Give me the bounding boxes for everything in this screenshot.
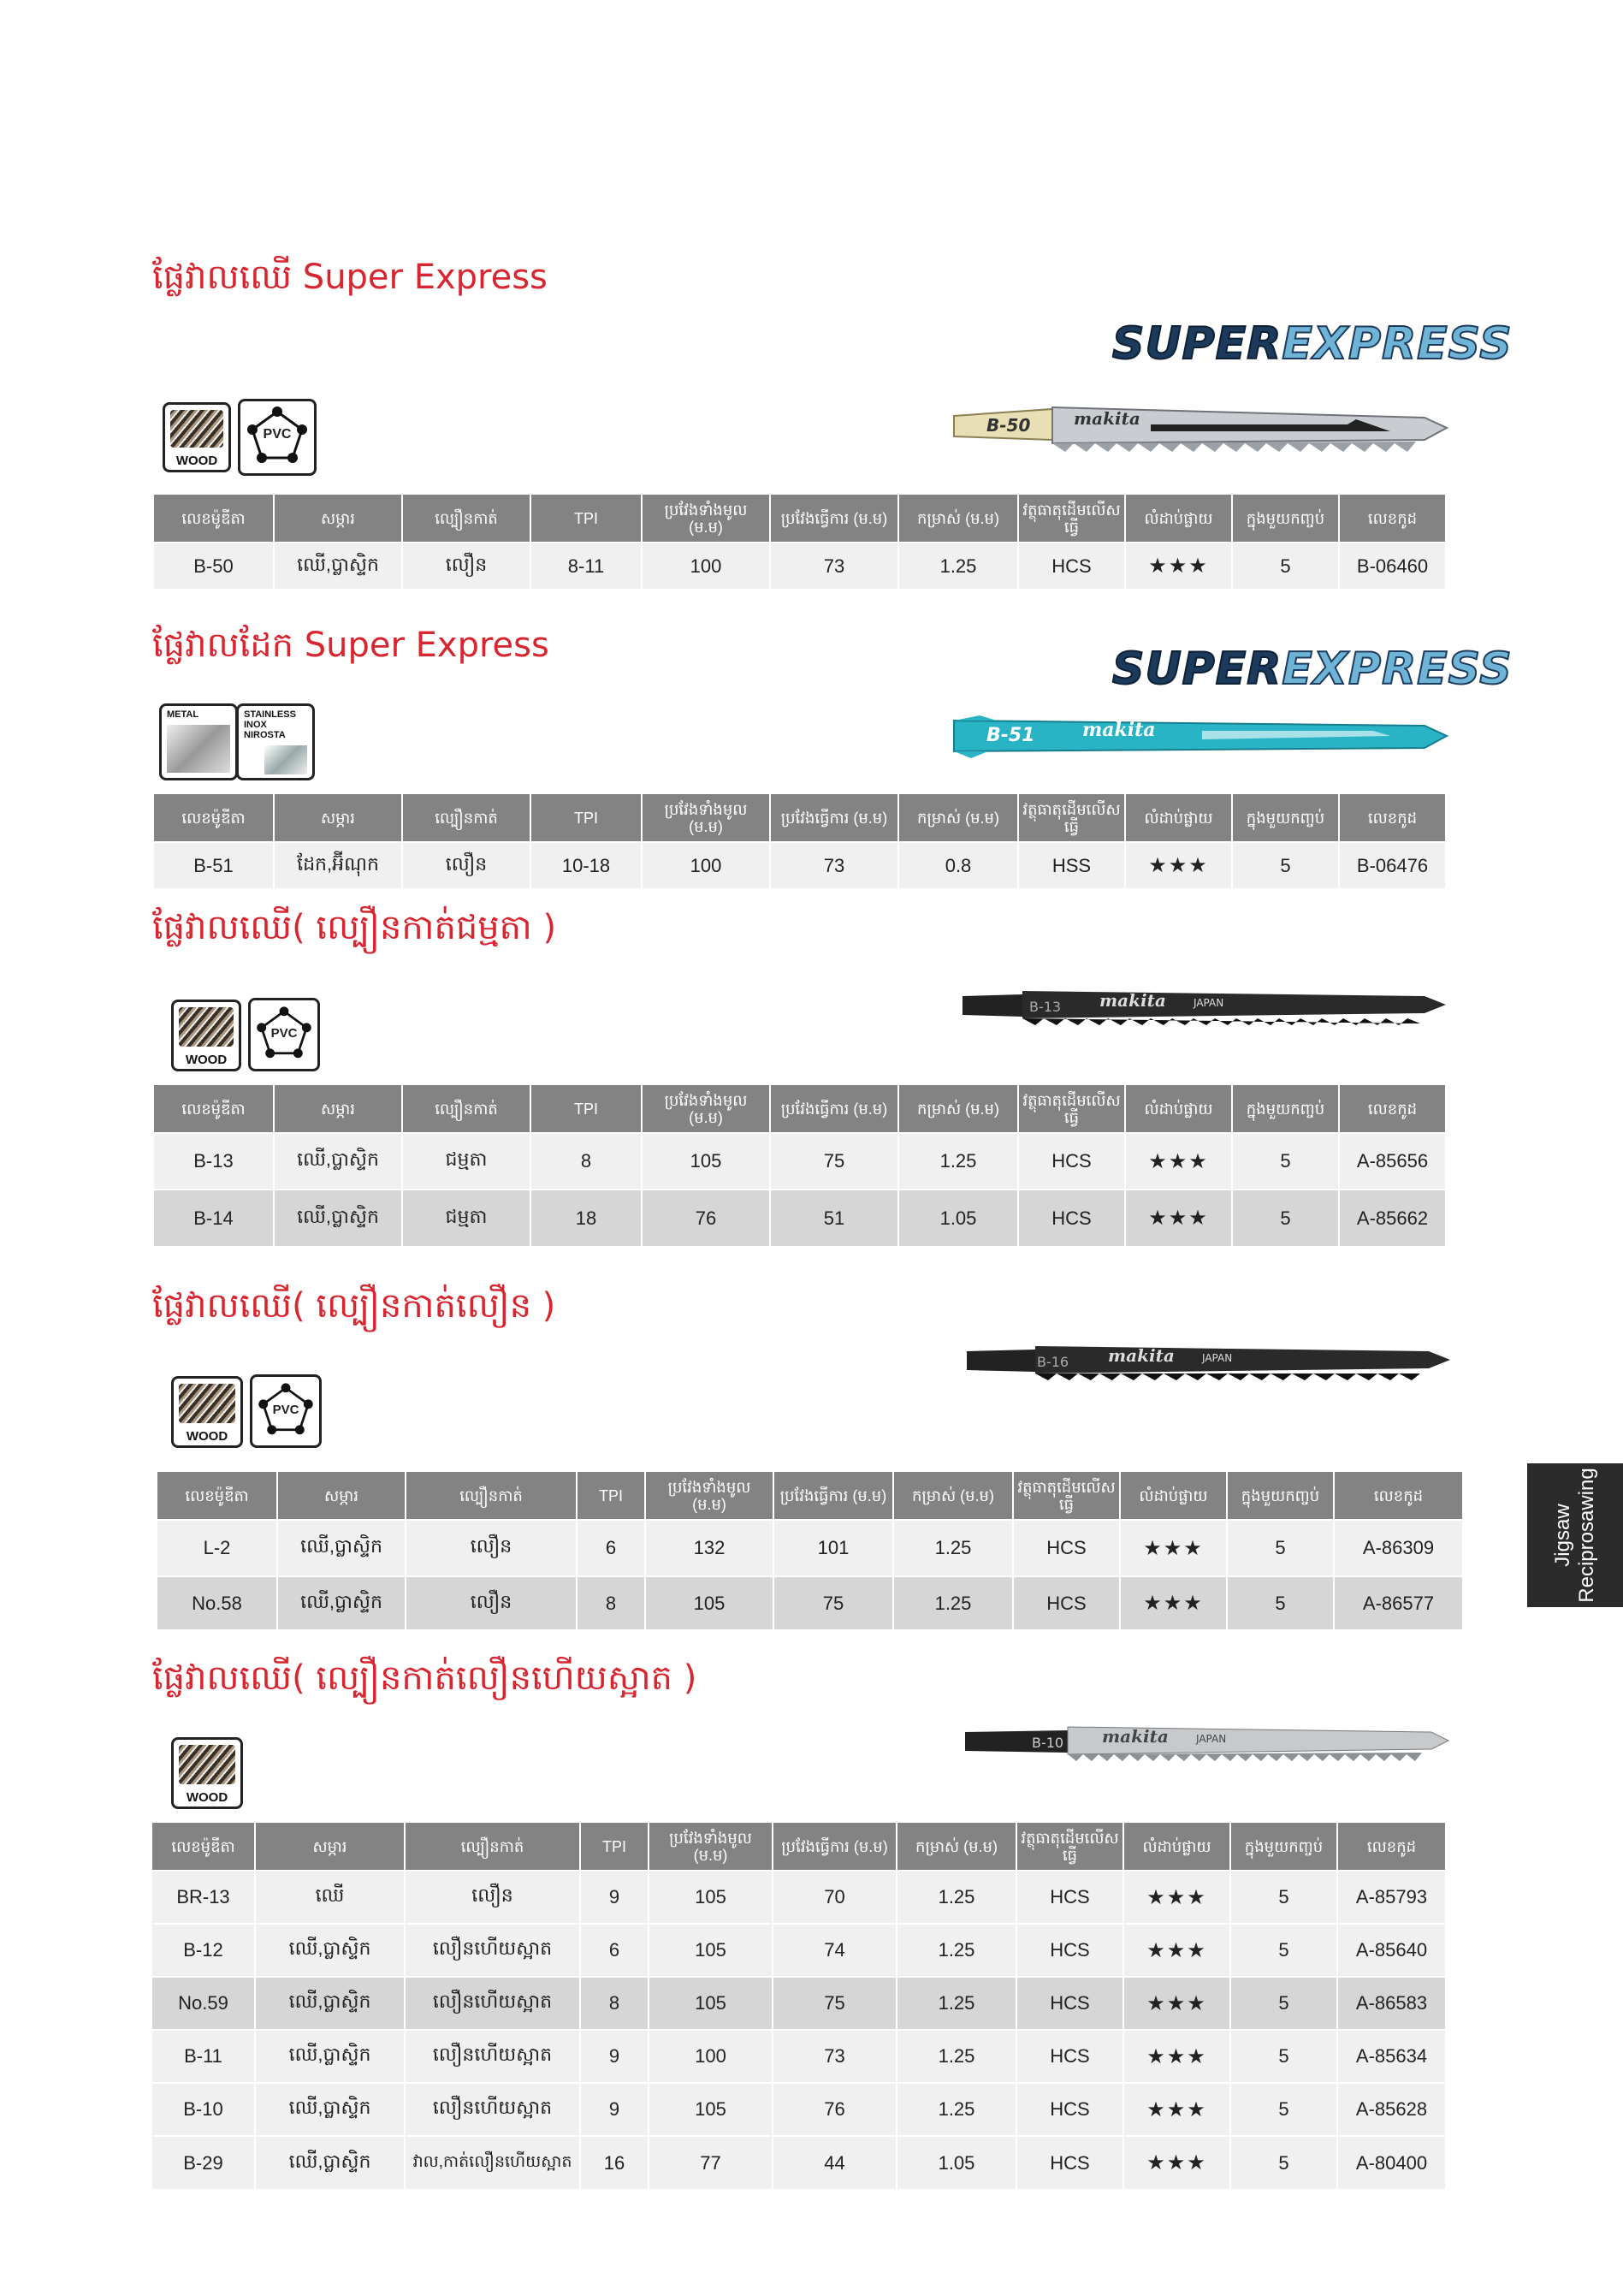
svg-text:JAPAN: JAPAN (1202, 1352, 1233, 1364)
table-header-row: លេខម៉ូឌីតា សម្ភារ ល្បឿនកាត់ TPI ប្រវែងទាំងមូល (ម.ម) ប្រវែងធ្វើការ (ម.ម) កម្រាស់ (ម.ម) វត្ថុធាតុដើមលើសធ្វើ លំដាប់ផ្លាយ ក្នុងមួយកញ្ចប់ លេខកូដ (154, 794, 1446, 842)
section-title-fast-clean: ផ្លែវាលឈើ( ល្បឿនកាត់លឿនហើយស្អាត ) (152, 1658, 697, 1698)
svg-text:makita: makita (1082, 719, 1156, 741)
metal-badge: METAL (159, 703, 238, 780)
wood-badge-2: WOOD (171, 1000, 241, 1071)
spec-table-normal-speed (154, 1085, 1447, 1246)
wood-badge-4: WOOD (171, 1737, 243, 1809)
table-row: B-29 ឈើ,ប្លាស្ទិក វាល,កាត់លឿនហើយស្អាត 16 77 44 1.05 HCS ★★★ 5 A-80400 (152, 2136, 1446, 2189)
super-express-logo-2: SUPEREXPRESS (1112, 644, 1513, 695)
blade-b13-image (954, 984, 1450, 1027)
blade-b51-image (945, 710, 1450, 762)
table-header-row: លេខម៉ូឌីតា សម្ភារ ល្បឿនកាត់ TPI ប្រវែងទាំងមូល (ម.ម) ប្រវែងធ្វើការ (ម.ម) កម្រាស់ (ម.ម) វត្ថុធាតុដើមលើសធ្វើ លំដាប់ផ្លាយ ក្នុងមួយកញ្ចប់ លេខកូដ (157, 1472, 1463, 1520)
section-title-normal-speed: ផ្លែវាលឈើ( ល្បឿនកាត់ជម្មតា ) (152, 908, 557, 947)
table-row: B-14 ឈើ,ប្លាស្ទិក ជម្មតា 18 76 51 1.05 HCS ★★★ 5 A-85662 (154, 1190, 1446, 1246)
section-title-super-express-metal: ផ្លែវាលដែក Super Express (152, 626, 549, 665)
table-row: No.59 ឈើ,ប្លាស្ទិក លឿនហើយស្អាត 8 105 75 1.25 HCS ★★★ 5 A-86583 (152, 1977, 1446, 2030)
table-row: B-10 ឈើ,ប្លាស្ទិក លឿនហើយស្អាត 9 105 76 1.25 HCS ★★★ 5 A-85628 (152, 2083, 1446, 2136)
spec-table-fast-clean (152, 1823, 1447, 2189)
table-row: BR-13 ឈើ លឿន 9 105 70 1.25 HCS ★★★ 5 A-85793 (152, 1871, 1446, 1924)
table-row: B-11 ឈើ,ប្លាស្ទិក លឿនហើយស្អាត 9 100 73 1.25 HCS ★★★ 5 A-85634 (152, 2030, 1446, 2083)
svg-text:JAPAN: JAPAN (1194, 997, 1224, 1009)
table-header-row: លេខម៉ូឌីតា សម្ភារ ល្បឿនកាត់ TPI ប្រវែងទាំងមូល (ម.ម) ប្រវែងធ្វើការ (ម.ម) កម្រាស់ (ម.ម) វត្ថុធាតុដើមលើសធ្វើ លំដាប់ផ្លាយ ក្នុងមួយកញ្ចប់ លេខកូដ (152, 1823, 1446, 1871)
spec-table-super-express-metal (154, 794, 1447, 888)
table-row: B-12 ឈើ,ប្លាស្ទិក លឿនហើយស្អាត 6 105 74 1.25 HCS ★★★ 5 A-85640 (152, 1924, 1446, 1977)
svg-text:makita: makita (1108, 1345, 1175, 1366)
svg-text:JAPAN: JAPAN (1196, 1733, 1227, 1745)
svg-text:B-13: B-13 (1029, 999, 1062, 1015)
table-row: B-13 ឈើ,ប្លាស្ទិក ជម្មតា 8 105 75 1.25 HCS ★★★ 5 A-85656 (154, 1133, 1446, 1190)
svg-text:makita: makita (1102, 1726, 1169, 1747)
svg-text:B-50: B-50 (986, 415, 1031, 436)
table-row: B-50 ឈើ,ប្លាស្ទិក លឿន 8-11 100 73 1.25 HCS ★★★ 5 B-06460 (154, 543, 1446, 589)
table-row: L-2 ឈើ,ប្លាស្ទិក លឿន 6 132 101 1.25 HCS ★★★ 5 A-86309 (157, 1520, 1463, 1576)
section-title-super-express-wood: ផ្លែវាលឈើ Super Express (152, 258, 548, 297)
svg-text:B-51: B-51 (986, 725, 1035, 746)
stainless-badge: STAINLESS INOX NIROSTA (236, 703, 315, 780)
blade-b10-image (957, 1720, 1453, 1763)
section-title-fast-speed: ផ្លែវាលឈើ( ល្បឿនកាត់លឿន ) (152, 1286, 556, 1326)
table-row: No.58 ឈើ,ប្លាស្ទិក លឿន 8 105 75 1.25 HCS ★★★ 5 A-86577 (157, 1576, 1463, 1629)
side-tab-jigsaw: Jigsaw Reciprosawing (1527, 1463, 1623, 1607)
svg-text:makita: makita (1074, 408, 1140, 429)
pvc-badge: PVC (238, 399, 317, 476)
table-row: B-51 ដែក,អ៊ីណុក លឿន 10-18 100 73 0.8 HSS ★★★ 5 B-06476 (154, 842, 1446, 888)
blade-b16-image (958, 1339, 1454, 1382)
svg-text:B-16: B-16 (1037, 1354, 1069, 1370)
spec-table-fast-speed (157, 1472, 1464, 1629)
blade-b50-image (945, 402, 1450, 454)
svg-text:B-10: B-10 (1032, 1735, 1064, 1751)
svg-text:makita: makita (1099, 990, 1166, 1011)
pvc-badge-2: PVC (248, 998, 320, 1071)
table-header-row: លេខម៉ូឌីតា សម្ភារ ល្បឿនកាត់ TPI ប្រវែងទាំងមូល (ម.ម) ប្រវែងធ្វើការ (ម.ម) កម្រាស់ (ម.ម) វត្ថុធាតុដើមលើសធ្វើ លំដាប់ផ្លាយ ក្នុងមួយកញ្ចប់ លេខកូដ (154, 495, 1446, 543)
super-express-logo: SUPEREXPRESS (1112, 318, 1513, 370)
table-header-row: លេខម៉ូឌីតា សម្ភារ ល្បឿនកាត់ TPI ប្រវែងទាំងមូល (ម.ម) ប្រវែងធ្វើការ (ម.ម) កម្រាស់ (ម.ម) វត្ថុធាតុដើមលើសធ្វើ លំដាប់ផ្លាយ ក្នុងមួយកញ្ចប់ លេខកូដ (154, 1085, 1446, 1133)
pvc-badge-3: PVC (250, 1374, 322, 1448)
wood-badge-3: WOOD (171, 1376, 243, 1448)
wood-badge: WOOD (163, 402, 231, 472)
spec-table-super-express-wood (154, 495, 1447, 589)
